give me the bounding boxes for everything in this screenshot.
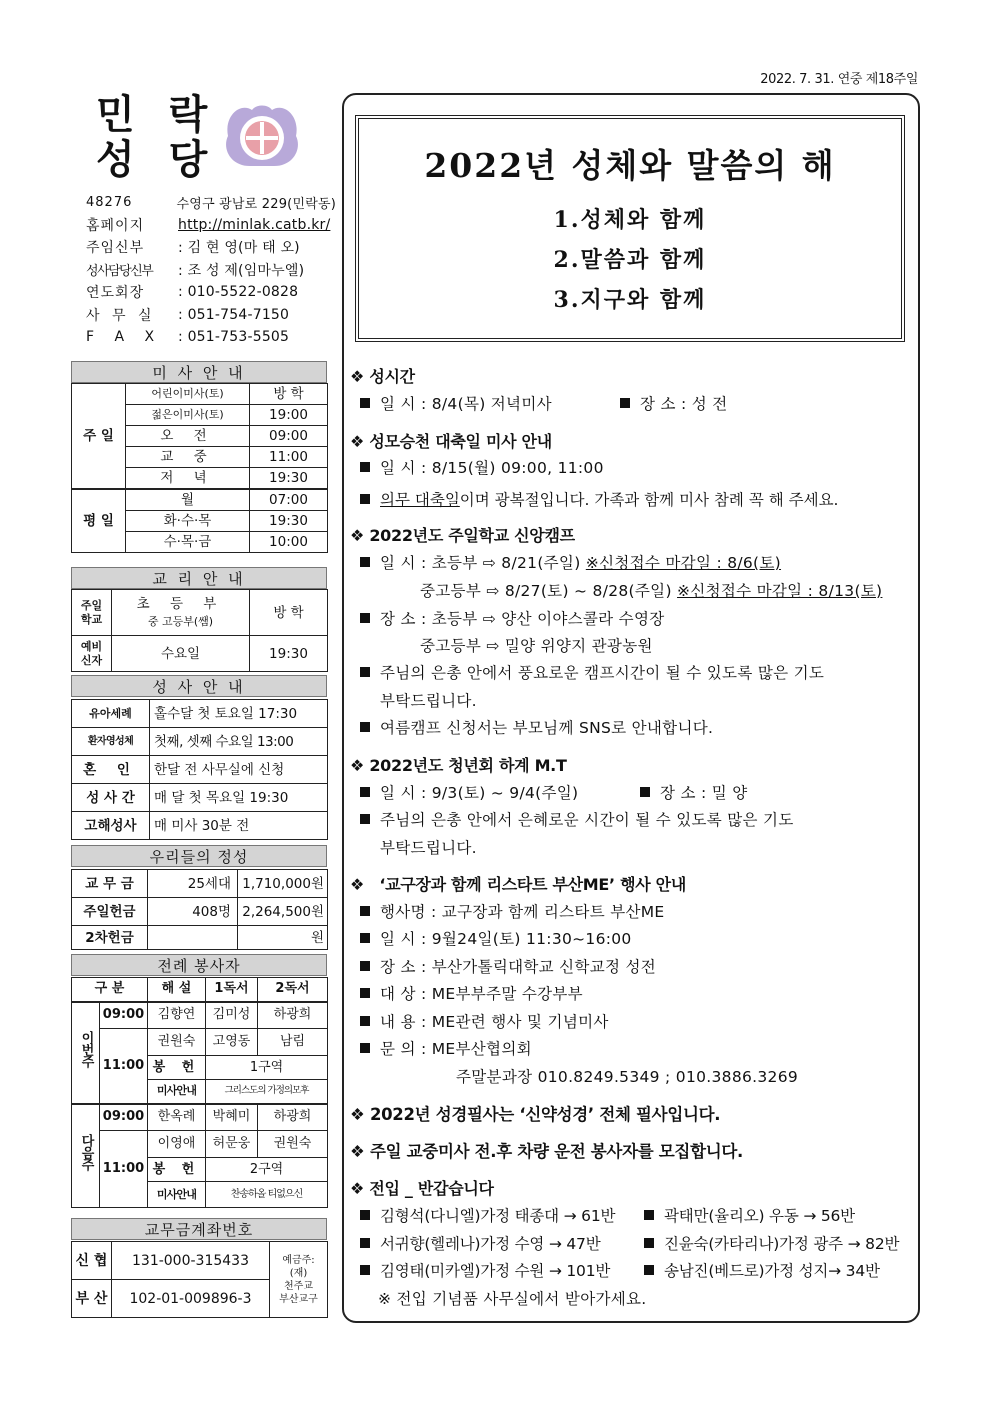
bullet-icon	[360, 557, 370, 567]
section-youth-mt: ❖ 2022년도 청년회 하계 M.T	[350, 756, 567, 775]
diamond-icon: ❖	[350, 1105, 370, 1124]
bullet-icon	[644, 1210, 654, 1220]
diamond-icon: ❖	[350, 526, 370, 545]
bank-table: 신 협 131-000-315433 예금주: (재) 천주교 부산교구 부 산 102-01-009896-3	[71, 1241, 328, 1318]
bullet-icon	[360, 988, 370, 998]
bullet-icon	[360, 906, 370, 916]
servers-table: 구 분 해 설 1독서 2독서 이번주 09:00 김향연 김미성 하광희 11:00 권원숙 고영동 남림 봉 헌 1구역 미사안내 그리스도의 가정의모후 다음주 09:00 한옥례 박혜미 하광희 11:00 이영애 허문웅 권원숙 봉 헌 2구역 미사안내 찬송하올 티없으신	[71, 977, 328, 1208]
bullet-icon	[360, 814, 370, 824]
bullet-icon	[360, 462, 370, 472]
bullet-icon	[360, 398, 370, 408]
diamond-icon: ❖	[350, 756, 370, 775]
theme-2: 2.말씀과 함께	[553, 247, 707, 273]
diamond-icon: ❖	[350, 875, 370, 894]
bullet-icon	[360, 1210, 370, 1220]
theme-1: 1.성체와 함께	[553, 207, 707, 233]
diamond-icon: ❖	[350, 432, 370, 451]
bullet-icon	[640, 787, 650, 797]
offering-table: 교 무 금 25세대 1,710,000원 주일헌금 408명 2,264,500원 2차헌금 원	[71, 869, 328, 950]
church-logo-icon	[218, 96, 306, 172]
section-bible-transcription: ❖ 2022년 성경필사는 ‘신약성경’ 전체 필사입니다.	[350, 1105, 721, 1124]
diamond-icon: ❖	[350, 1142, 370, 1161]
bullet-icon	[360, 933, 370, 943]
bullet-icon	[360, 1238, 370, 1248]
bullet-icon	[360, 667, 370, 677]
page-title: 2022년 성체와 말씀의 해	[424, 146, 836, 185]
theme-3: 3.지구와 함께	[553, 287, 707, 313]
section-welcome: ❖ 전입 _ 반갑습니다	[350, 1179, 494, 1198]
issue-date: 2022. 7. 31. 연중 제18주일	[760, 72, 918, 87]
mass-table: 주 일 어린이미사(토) 방 학 젊은이미사(토) 19:00 오 전 09:00 교 중 11:00 저 녁 19:30 평 일 월 07:00 화·수·목 19:30 수·목·금 10:00	[71, 383, 328, 553]
catechism-header: 교 리 안 내	[71, 567, 327, 589]
catechism-table: 주일학교 초 등 부 중 고등부(쌤) 방 학 예비신자 수요일 19:30	[71, 589, 328, 672]
bullet-icon	[360, 494, 370, 504]
mass-header: 미 사 안 내	[71, 361, 327, 383]
offering-header: 우리들의 정성	[71, 845, 327, 867]
bank-header: 교무금계좌번호	[71, 1218, 327, 1240]
bullet-icon	[360, 1016, 370, 1026]
sacrament-table: 유아세례 홀수달 첫 토요일 17:30 환자영성체 첫째, 셋째 수요일 13:00 혼 인 한달 전 사무실에 신청 성 사 간 매 달 첫 목요일 19:30 고해성사 매 미사 30분 전	[71, 699, 328, 840]
section-volunteer-drivers: ❖ 주일 교중미사 전.후 차량 운전 봉사자를 모집합니다.	[350, 1142, 743, 1161]
bullet-icon	[644, 1238, 654, 1248]
section-holy-hour: ❖ 성시간	[350, 367, 415, 386]
bullet-icon	[360, 613, 370, 623]
section-sunday-school-camp: ❖ 2022년도 주일학교 신앙캠프	[350, 526, 575, 545]
account-holder: 예금주: (재) 천주교 부산교구	[270, 1242, 328, 1318]
diamond-icon: ❖	[350, 1179, 370, 1198]
bullet-icon	[644, 1265, 654, 1275]
bullet-icon	[360, 787, 370, 797]
sacrament-header: 성 사 안 내	[71, 675, 327, 697]
bullet-icon	[360, 1043, 370, 1053]
diamond-icon: ❖	[350, 367, 370, 386]
church-name: 민 락 성 당	[96, 91, 218, 183]
bullet-icon	[360, 722, 370, 732]
church-info: 48276 수영구 광남로 229(민락동) 홈페이지 http://minlak.catb.kr/ 주임신부 : 김 현 영(마 태 오) 성사담당신부 : 조 성 제(임마누엘) 연도회장 : 010-5522-0828 사 무 실 : 051-754-7150 F A X : 051-753-5505	[86, 194, 336, 346]
servers-header: 전례 봉사자	[71, 954, 327, 976]
bullet-icon	[620, 398, 630, 408]
section-me-event: ❖ ‘교구장과 함께 리스타트 부산ME’ 행사 안내	[350, 875, 686, 894]
section-assumption: ❖ 성모승천 대축일 미사 안내	[350, 432, 552, 451]
bullet-icon	[360, 961, 370, 971]
homepage-link[interactable]: http://minlak.catb.kr/	[178, 216, 331, 233]
bullet-icon	[360, 1265, 370, 1275]
